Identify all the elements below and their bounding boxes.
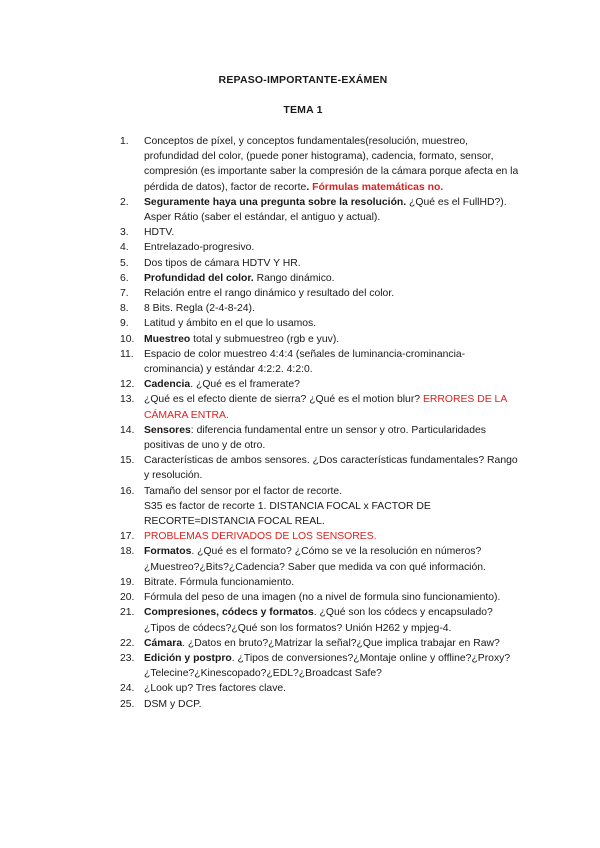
list-item [120, 590, 520, 605]
list-item-text [144, 242, 254, 253]
text-segment: total y submuestreo (rgb e yuv). [190, 333, 340, 345]
list-item [120, 605, 520, 635]
list-item-number: 18. [120, 546, 135, 558]
list-item-text [144, 136, 518, 193]
list-item [120, 392, 520, 422]
text-segment: Dos tipos de cámara HDTV Y HR. [144, 257, 301, 269]
text-segment: Seguramente haya una pregunta sobre la resolución. [144, 196, 407, 208]
text-segment: . ¿Qué es el framerate? [190, 379, 300, 391]
list-item-number: 15. [120, 455, 135, 467]
list-item [120, 651, 520, 681]
list-item-number: 19. [120, 576, 135, 588]
text-segment: ¿Qué es el FullHD?). Asper Rátio (saber el estándar, el antiguo y actual). [144, 196, 507, 224]
list-item-text [144, 577, 294, 588]
list-item [120, 484, 520, 530]
text-segment: 8 Bits. Regla (2-4-8-24). [144, 303, 255, 315]
list-item-text [144, 607, 493, 633]
list-item [120, 271, 520, 286]
text-segment: Compresiones, códecs y formatos [144, 607, 314, 619]
text-segment: Latitud y ámbito en el que lo usamos. [144, 318, 317, 330]
list-item-number: 25. [120, 698, 135, 710]
list-item [120, 332, 520, 347]
text-segment: ¿Qué es el efecto diente de sierra? ¿Qué es el motion blur? [144, 394, 423, 406]
list-item-number: 2. [120, 196, 129, 208]
text-segment: Cámara [144, 637, 183, 649]
page-title: REPASO-IMPORTANTE-EXÁMEN [218, 74, 388, 86]
text-segment: Características de ambos sensores. ¿Dos características fundamentales? Rango y resolución. [144, 455, 518, 482]
list-item-number: 7. [120, 288, 129, 300]
list-item-text [144, 653, 510, 679]
list-item [120, 681, 520, 696]
highlight-text: Fórmulas matemáticas no. [312, 181, 444, 193]
list-item-number: 22. [120, 637, 135, 649]
list-item-number: 3. [120, 227, 129, 239]
text-segment: . ¿Qué son los códecs y encapsulado?¿Tipos de códecs?¿Qué son los formatos? Unión H262 y mpjeg-4. [144, 607, 493, 634]
list-item-text [144, 318, 316, 329]
highlight-text: PROBLEMAS DERIVADOS DE LOS SENSORES. [144, 531, 377, 543]
text-segment: . ¿Qué es el formato? ¿Cómo se ve la resolución en números?¿Muestreo?¿Bits?¿Cadencia? Saber que medida va con qué información. [144, 546, 486, 573]
list-item [120, 301, 520, 316]
list-item-text [144, 273, 335, 284]
text-segment: Sensores [144, 424, 191, 436]
list-item-number: 8. [120, 303, 129, 315]
list-item-number: 21. [120, 607, 135, 619]
list-item [120, 240, 520, 255]
list-item [120, 195, 520, 225]
text-segment: . ¿Datos en bruto?¿Matrizar la señal?¿Que implica trabajar en Raw? [182, 637, 500, 649]
list-item [120, 636, 520, 651]
list-item-text [144, 288, 394, 299]
text-segment: S35 es factor de recorte 1. DISTANCIA FOCAL x FACTOR DE RECORTE=DISTANCIA FOCAL REAL. [144, 500, 431, 528]
list-item [120, 256, 520, 271]
text-segment: Relación entre el rango dinámico y resultado del color. [144, 288, 395, 300]
page-subtitle: TEMA 1 [283, 104, 323, 116]
text-segment: . [306, 181, 313, 193]
text-segment: Rango dinámico. [253, 272, 335, 284]
list-item-number: 23. [120, 652, 135, 664]
text-segment: Bitrate. Fórmula funcionamiento. [144, 576, 295, 588]
list-item [120, 453, 520, 483]
list-item-text [144, 394, 507, 420]
text-segment: Espacio de color muestreo 4:4:4 (señales de luminancia-crominancia-crominancia) y estándar 4:2:2. 4:2:0. [144, 348, 466, 376]
list-item-number: 10. [120, 333, 135, 345]
list-item-text [144, 349, 465, 375]
text-segment: Entrelazado-progresivo. [144, 242, 255, 254]
list-item-number: 24. [120, 683, 135, 695]
list-item-number: 4. [120, 242, 129, 254]
list-item-text [144, 197, 507, 223]
text-segment: HDTV. [144, 227, 175, 239]
list-item-text [144, 227, 174, 238]
list-item-text [144, 699, 202, 710]
list-item-number: 13. [120, 394, 135, 406]
list-item-text [144, 379, 300, 390]
list-item-text [144, 334, 339, 345]
list-item-number: 14. [120, 424, 135, 436]
list-item-text [144, 592, 500, 603]
list-item-number: 5. [120, 257, 129, 269]
list-item [120, 225, 520, 240]
text-segment: Conceptos de píxel, y conceptos fundamentales(resolución, muestreo, profundidad del color, (puede poner histograma), cadencia, formato, sensor, compresión (es importante saber la compresión de la cámara porque afecta en la pérdida de datos), factor de recorte [144, 136, 519, 193]
list-item-number: 20. [120, 592, 135, 604]
text-segment: ¿Look up? Tres factores clave. [144, 683, 287, 695]
text-segment: Profundidad del color. [144, 272, 254, 284]
list-item-number: 12. [120, 379, 135, 391]
list-item-text [144, 546, 486, 572]
list-item-number: 9. [120, 318, 129, 330]
text-segment: Fórmula del peso de una imagen (no a nivel de formula sino funcionamiento). [144, 592, 501, 604]
text-segment: DSM y DCP. [144, 698, 202, 710]
list-item-text [144, 531, 377, 542]
list-item [120, 529, 520, 544]
list-item-text [144, 455, 518, 481]
text-segment: : diferencia fundamental entre un sensor y otro. Particularidades positivas de uno y de otro. [144, 424, 486, 452]
list-item [120, 316, 520, 331]
list-item [120, 423, 520, 453]
list-item [120, 286, 520, 301]
text-segment: Muestreo [144, 333, 191, 345]
list-item [120, 134, 520, 195]
text-segment: Cadencia [144, 379, 191, 391]
list-item-text [144, 638, 500, 649]
text-segment: . ¿Tipos de conversiones?¿Montaje online y offline?¿Proxy?¿Telecine?¿Kinescopado?¿EDL?¿Broadcast Safe? [144, 652, 511, 680]
list-item-text [144, 683, 286, 694]
text-segment: Tamaño del sensor por el factor de recorte. [144, 485, 343, 497]
list-item-number: 16. [120, 485, 135, 497]
list-item [120, 544, 520, 574]
text-segment: Edición y postpro [144, 652, 232, 664]
list-item [120, 575, 520, 590]
list-item [120, 377, 520, 392]
list-item-text [144, 258, 301, 269]
list-item [120, 697, 520, 712]
list-item-text [144, 486, 431, 527]
highlight-text: ERRORES DE LA CÁMARA ENTRA. [144, 394, 507, 421]
text-segment: Formatos [144, 546, 192, 558]
list-item-text [144, 303, 255, 314]
list-item [120, 347, 520, 377]
list-item-number: 11. [120, 348, 134, 360]
review-list [120, 134, 520, 712]
list-item-number: 17. [120, 531, 135, 543]
list-item-text [144, 425, 486, 451]
list-item-number: 6. [120, 272, 129, 284]
list-item-number: 1. [120, 136, 129, 147]
